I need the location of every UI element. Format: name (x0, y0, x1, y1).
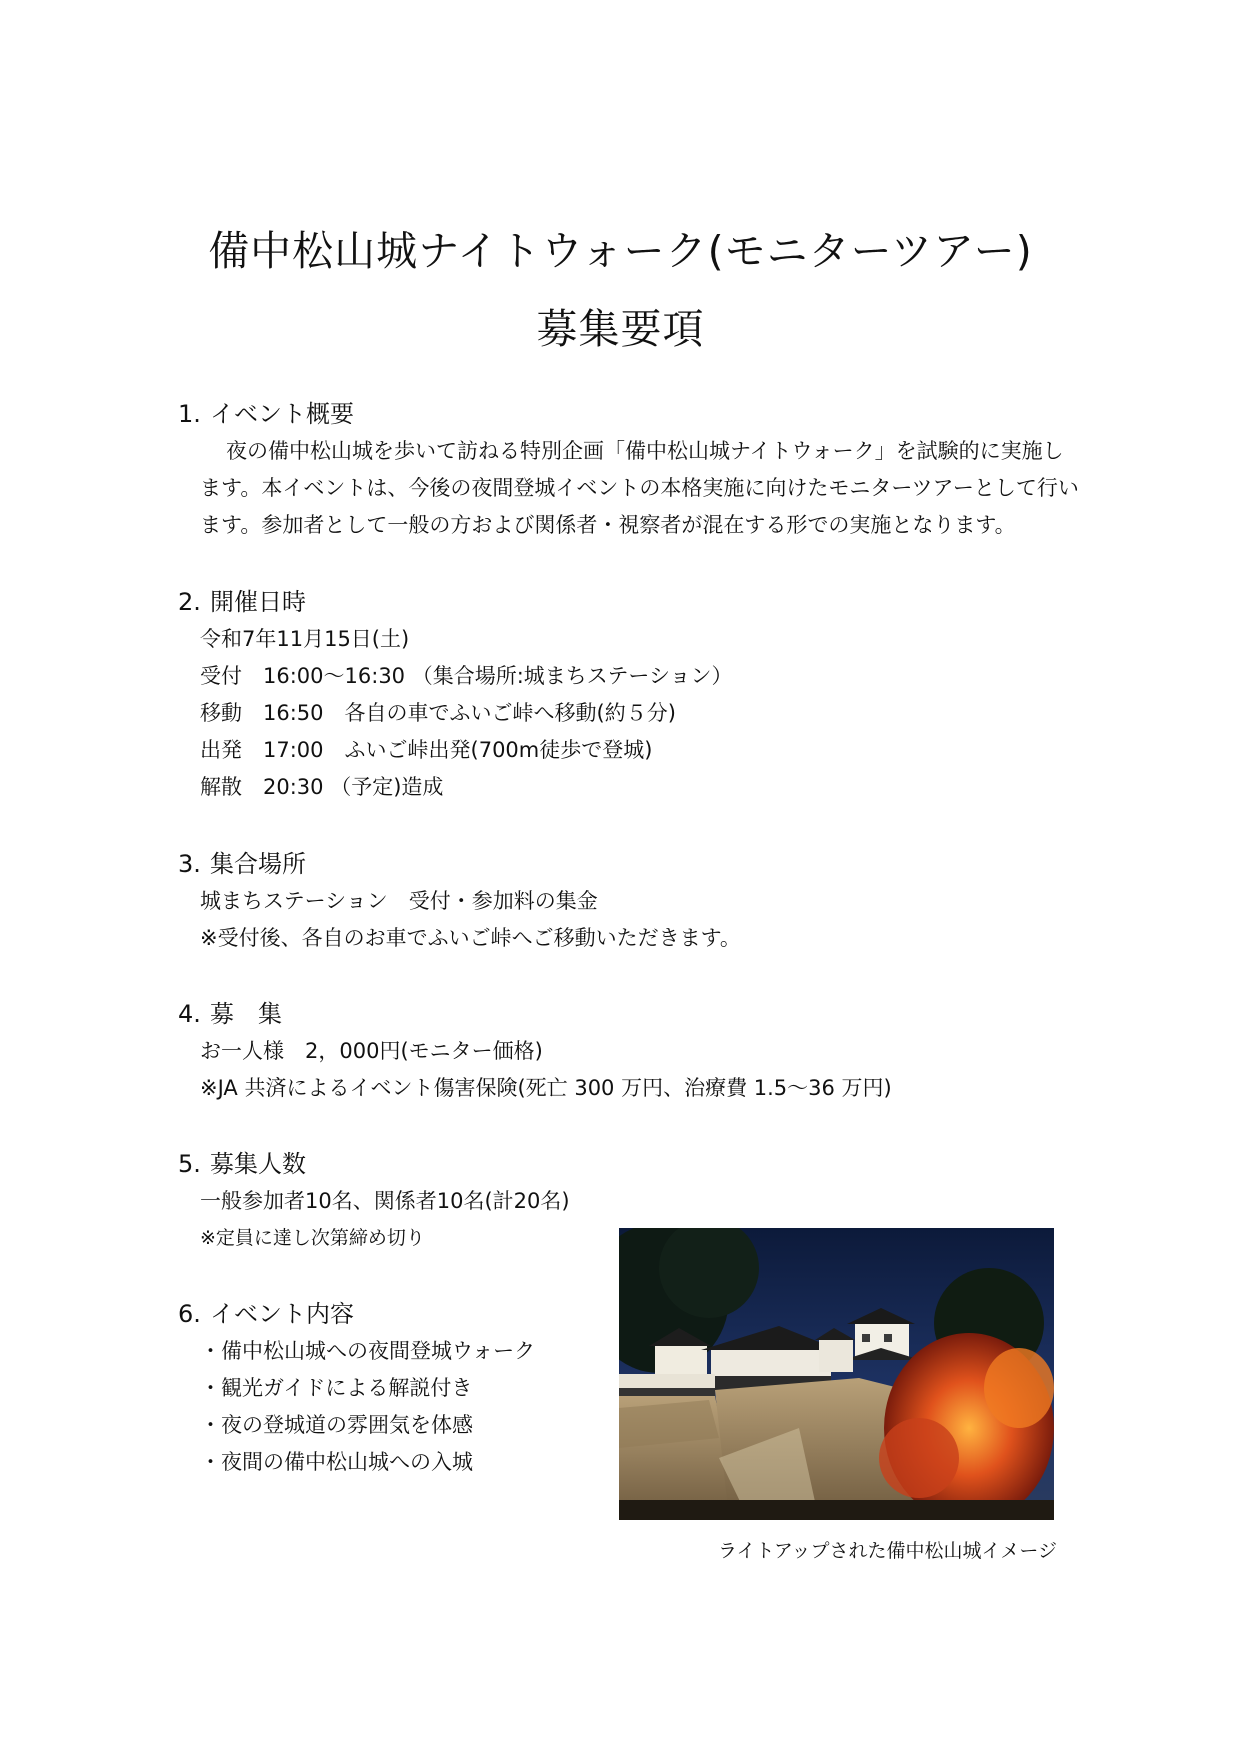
section-title: 募集人数 (210, 1150, 306, 1178)
meeting-place-line: 城まちステーション 受付・参加料の集金 (200, 889, 598, 913)
overview-line: ます。本イベントは、今後の夜間登城イベントの本格実施に向けたモニターツアーとして行い (200, 476, 1079, 500)
section-heading (178, 395, 1078, 433)
section-title: 開催日時 (210, 588, 306, 616)
section-number: 1. (178, 400, 201, 428)
castle-night-photo (619, 1228, 1054, 1520)
overview-line: ます。参加者として一般の方および関係者・視察者が混在する形での実施となります。 (200, 513, 1016, 537)
section-meeting-place (178, 845, 1078, 957)
content-item: ・備中松山城への夜間登城ウォーク (200, 1339, 536, 1363)
insurance-note: ※JA 共済によるイベント傷害保険(死亡 300 万円、治療費 1.5～36 万円) (200, 1076, 892, 1100)
capacity-note: ※定員に達し次第締め切り (200, 1227, 425, 1249)
section-datetime (178, 583, 1078, 806)
section-number: 6. (178, 1300, 201, 1328)
section-title: イベント内容 (210, 1300, 354, 1328)
fee-line: お一人様 2，000円(モニター価格) (200, 1039, 543, 1063)
section-number: 3. (178, 850, 201, 878)
schedule-move: 移動 16:50 各自の車でふいご峠へ移動(約５分) (200, 701, 676, 725)
section-fee (178, 995, 1078, 1107)
schedule-depart: 出発 17:00 ふいご峠出発(700m徒歩で登城) (200, 738, 653, 762)
meeting-place-note: ※受付後、各自のお車でふいご峠へご移動いただきます。 (200, 926, 741, 950)
content-item: ・夜の登城道の雰囲気を体感 (200, 1413, 473, 1437)
section-heading (178, 845, 1078, 883)
schedule-dismiss: 解散 20:30 （予定)造成 (200, 775, 444, 799)
capacity-line: 一般参加者10名、関係者10名(計20名) (200, 1189, 570, 1213)
section-heading (178, 1145, 1078, 1183)
document-title: 備中松山城ナイトウォーク(モニターツアー) (208, 227, 1033, 275)
schedule-reception: 受付 16:00～16:30 （集合場所:城まちステーション） (200, 664, 733, 688)
section-title: 募 集 (210, 1000, 282, 1028)
section-title: イベント概要 (210, 400, 354, 428)
overview-paragraph (178, 433, 1079, 544)
section-number: 4. (178, 1000, 201, 1028)
photo-caption: ライトアップされた備中松山城イメージ (718, 1540, 1057, 1562)
section-overview (178, 395, 1078, 544)
content-item: ・夜間の備中松山城への入城 (200, 1450, 473, 1474)
section-heading (178, 583, 1078, 621)
section-heading (178, 1295, 598, 1333)
section-title: 集合場所 (210, 850, 306, 878)
overview-line: 夜の備中松山城を歩いて訪ねる特別企画「備中松山城ナイトウォーク」を試験的に実施し (226, 439, 1064, 463)
content-item: ・観光ガイドによる解説付き (200, 1376, 473, 1400)
section-heading (178, 995, 1078, 1033)
section-number: 2. (178, 588, 201, 616)
document-subtitle: 募集要項 (536, 305, 705, 353)
section-contents (178, 1295, 598, 1481)
section-number: 5. (178, 1150, 201, 1178)
schedule-date: 令和7年11月15日(土) (200, 627, 410, 651)
